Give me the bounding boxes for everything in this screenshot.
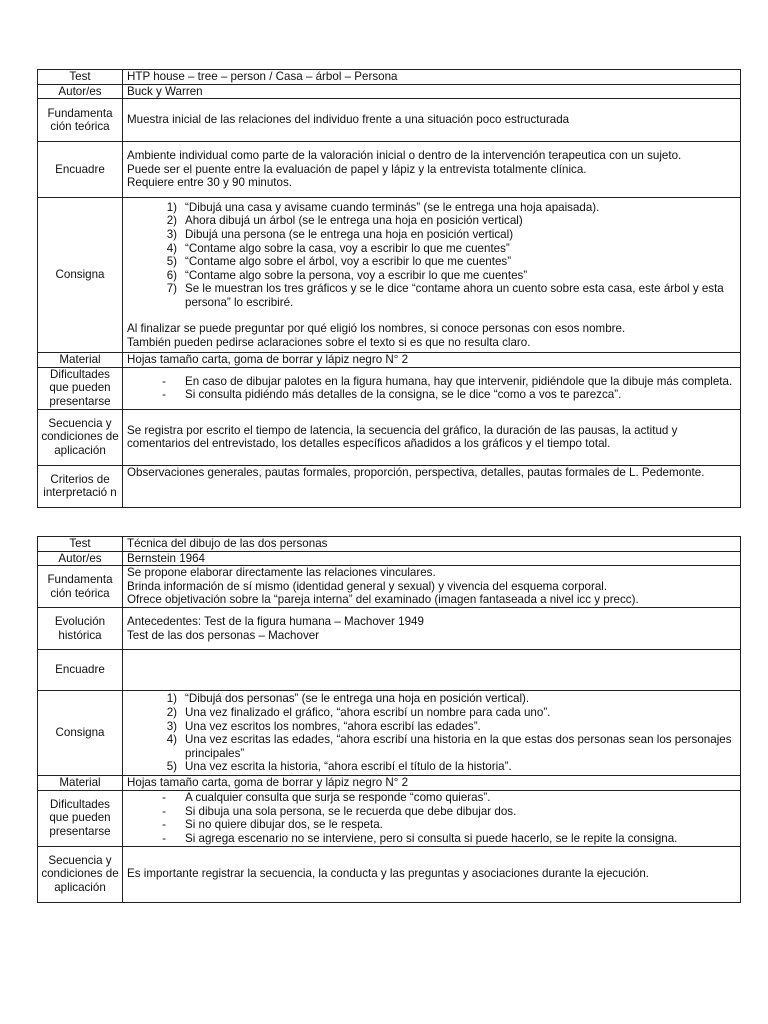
row-label-dificultades: Dificultades que pueden presentarse bbox=[38, 790, 123, 846]
table-row bbox=[38, 409, 741, 465]
item-text: “Dibujá dos personas” (se le entrega una hoja en posición vertical). bbox=[185, 692, 530, 706]
table-row bbox=[38, 551, 741, 566]
list-item bbox=[151, 201, 736, 215]
dash-bullet: - bbox=[162, 831, 166, 845]
table-row bbox=[38, 84, 741, 99]
dos-personas-test-table bbox=[37, 536, 741, 903]
table-row bbox=[38, 691, 741, 776]
list-item bbox=[151, 805, 736, 819]
evolucion-line: Test de las dos personas – Machover bbox=[127, 628, 320, 642]
row-label-evolucion: Evolución histórica bbox=[38, 608, 123, 650]
table-row bbox=[38, 70, 741, 85]
item-text: Dibujá una persona (se le entrega una hoja en posición vertical) bbox=[185, 227, 514, 241]
item-text: A cualquier consulta que surja se responde “como quieras”. bbox=[185, 791, 491, 805]
row-label-material: Material bbox=[38, 353, 123, 368]
row-label-criterios: Criterios de interpretació n bbox=[38, 465, 123, 507]
list-item bbox=[151, 832, 736, 846]
fundamentacion-line: Ofrece objetivación sobre la “pareja interna” del examinado (imagen fantaseada a nivel icc y precc). bbox=[127, 593, 639, 607]
row-value-test: Técnica del dibujo de las dos personas bbox=[123, 537, 741, 552]
list-item bbox=[151, 255, 736, 269]
list-item bbox=[151, 388, 736, 402]
dificultades-list bbox=[127, 791, 736, 845]
item-text: Se le muestran los tres gráficos y se le dice “contame ahora un cuento sobre esta casa, este árbol y esta persona” lo escribiré. bbox=[185, 282, 724, 309]
dash-bullet: - bbox=[162, 804, 166, 818]
list-item bbox=[151, 228, 736, 242]
row-label-autor: Autor/es bbox=[38, 551, 123, 566]
item-text: “Contame algo sobre el árbol, voy a escribir lo que me cuentes” bbox=[185, 255, 512, 269]
consigna-list bbox=[127, 201, 736, 310]
row-value-autor: Bernstein 1964 bbox=[123, 551, 741, 566]
table-row bbox=[38, 353, 741, 368]
row-label-material: Material bbox=[38, 776, 123, 791]
list-item bbox=[151, 791, 736, 805]
row-label-consigna: Consigna bbox=[38, 198, 123, 353]
item-text: Si agrega escenario no se interviene, pero si consulta si puede hacerlo, se le repite la consigna. bbox=[185, 831, 678, 845]
fundamentacion-line: Se propone elaborar directamente las relaciones vinculares. bbox=[127, 566, 436, 580]
row-label-fundamentacion: Fundamenta ción teórica bbox=[38, 566, 123, 608]
item-text: Una vez finalizado el gráfico, “ahora escribí un nombre para cada uno”. bbox=[185, 706, 551, 719]
table-row bbox=[38, 367, 741, 409]
row-label-encuadre: Encuadre bbox=[38, 650, 123, 691]
row-value-material: Hojas tamaño carta, goma de borrar y lápiz negro N° 2 bbox=[123, 353, 741, 368]
row-value-test: HTP house – tree – person / Casa – árbol – Persona bbox=[123, 70, 741, 85]
table-row bbox=[38, 198, 741, 353]
encuadre-line: Requiere entre 30 y 90 minutos. bbox=[127, 176, 292, 190]
item-text: “Dibujá una casa y avisame cuando terminás” (se le entrega una hoja apaisada). bbox=[185, 200, 600, 214]
item-text: En caso de dibujar palotes en la figura humana, hay que intervenir, pidiéndole que la dibuje más completa. bbox=[185, 374, 733, 388]
dash-bullet: - bbox=[162, 388, 166, 402]
row-label-fundamentacion: Fundamenta ción teórica bbox=[38, 99, 123, 142]
item-number: 5) bbox=[166, 255, 177, 269]
table-row bbox=[38, 465, 741, 507]
table-row bbox=[38, 142, 741, 198]
row-value-secuencia: Es importante registrar la secuencia, la conducta y las preguntas y asociaciones durante la ejecución. bbox=[123, 846, 741, 902]
encuadre-line: Puede ser el puente entre la evaluación de papel y lápiz y la entrevista totalmente clínica. bbox=[127, 162, 587, 176]
item-text: Si dibuja una sola persona, se le recuerda que debe dibujar dos. bbox=[185, 804, 517, 818]
item-number: 7) bbox=[166, 282, 177, 296]
table-row bbox=[38, 790, 741, 846]
row-value-criterios: Observaciones generales, pautas formales, proporción, perspectiva, detalles, pautas formales de L. Pedemonte. bbox=[123, 465, 741, 507]
list-item bbox=[151, 375, 736, 389]
item-number: 2) bbox=[166, 706, 177, 719]
list-item bbox=[151, 214, 736, 228]
row-value-fundamentacion: Muestra inicial de las relaciones del individuo frente a una situación poco estructurada bbox=[123, 99, 741, 142]
item-text: Si no quiere dibujar dos, se le respeta. bbox=[185, 818, 383, 832]
list-item bbox=[151, 242, 736, 256]
row-value-consigna bbox=[123, 691, 741, 776]
item-number: 5) bbox=[166, 760, 177, 774]
row-value-consigna bbox=[123, 198, 741, 353]
row-label-encuadre: Encuadre bbox=[38, 142, 123, 198]
htp-test-table bbox=[37, 69, 741, 508]
item-text: Una vez escritas las edades, “ahora escribí una historia en la que estas dos personas sean los personajes principales” bbox=[185, 733, 732, 760]
row-value-fundamentacion bbox=[123, 566, 741, 608]
row-value-evolucion bbox=[123, 608, 741, 650]
item-text: Si consulta pidiéndo más detalles de la consigna, se le dice “como a vos te parezca”. bbox=[185, 388, 622, 402]
spacer bbox=[127, 309, 736, 322]
encuadre-line: Ambiente individual como parte de la valoración inicial o dentro de la intervención terapeutica con un sujeto. bbox=[127, 149, 682, 163]
list-item bbox=[151, 692, 736, 706]
row-label-dificultades: Dificultades que pueden presentarse bbox=[38, 367, 123, 409]
item-number: 1) bbox=[166, 200, 177, 214]
dash-bullet: - bbox=[162, 374, 166, 388]
item-number: 6) bbox=[166, 268, 177, 282]
row-label-secuencia: Secuencia y condiciones de aplicación bbox=[38, 409, 123, 465]
item-number: 3) bbox=[166, 227, 177, 241]
list-item bbox=[151, 818, 736, 832]
item-text: “Contame algo sobre la casa, voy a escribir lo que me cuentes” bbox=[185, 241, 510, 255]
table-row bbox=[38, 537, 741, 552]
row-value-encuadre bbox=[123, 650, 741, 691]
item-number: 2) bbox=[166, 214, 177, 228]
item-number: 3) bbox=[166, 719, 177, 733]
row-label-test: Test bbox=[38, 70, 123, 85]
item-text: Una vez escritos los nombres, “ahora escribí las edades”. bbox=[185, 719, 481, 733]
item-text: Una vez escrita la historia, “ahora escribí el título de la historia”. bbox=[185, 760, 512, 774]
list-item bbox=[151, 706, 736, 720]
row-value-dificultades bbox=[123, 367, 741, 409]
table-row bbox=[38, 650, 741, 691]
dificultades-list bbox=[127, 375, 736, 402]
table-row bbox=[38, 608, 741, 650]
item-text: Ahora dibujá un árbol (se le entrega una hoja en posición vertical) bbox=[185, 214, 523, 228]
table-row bbox=[38, 566, 741, 608]
table-row bbox=[38, 776, 741, 791]
row-label-test: Test bbox=[38, 537, 123, 552]
row-label-consigna: Consigna bbox=[38, 691, 123, 776]
list-item bbox=[151, 720, 736, 734]
row-label-secuencia: Secuencia y condiciones de aplicación bbox=[38, 846, 123, 902]
evolucion-line: Antecedentes: Test de la figura humana – Machover 1949 bbox=[127, 615, 424, 629]
consigna-note: También pueden pedirse aclaraciones sobre el texto si es que no resulta claro. bbox=[127, 336, 531, 350]
list-item bbox=[151, 760, 736, 774]
item-text: “Contame algo sobre la persona, voy a escribir lo que me cuentes” bbox=[185, 268, 528, 282]
table-row bbox=[38, 846, 741, 902]
row-value-material: Hojas tamaño carta, goma de borrar y lápiz negro N° 2 bbox=[123, 776, 741, 791]
item-number: 1) bbox=[166, 692, 177, 706]
table-row bbox=[38, 99, 741, 142]
consigna-list bbox=[127, 692, 736, 774]
list-item bbox=[151, 269, 736, 283]
row-value-dificultades bbox=[123, 790, 741, 846]
item-number: 4) bbox=[166, 241, 177, 255]
fundamentacion-line: Brinda información de sí mismo (identidad general y sexual) y vivencia del esquema corporal. bbox=[127, 579, 608, 593]
row-label-autor: Autor/es bbox=[38, 84, 123, 99]
row-value-encuadre bbox=[123, 142, 741, 198]
item-number: 4) bbox=[166, 733, 177, 747]
list-item bbox=[151, 282, 736, 309]
dash-bullet: - bbox=[162, 818, 166, 832]
row-value-secuencia: Se registra por escrito el tiempo de latencia, la secuencia del gráfico, la duración de las pausas, la actitud y comentarios del entrevistado, los detalles específicos añadidos a los gráficos y el tiempo total. bbox=[123, 409, 741, 465]
row-value-autor: Buck y Warren bbox=[123, 84, 741, 99]
list-item bbox=[151, 733, 736, 760]
consigna-note: Al finalizar se puede preguntar por qué eligió los nombres, si conoce personas con esos nombre. bbox=[127, 322, 626, 336]
dash-bullet: - bbox=[162, 791, 166, 805]
